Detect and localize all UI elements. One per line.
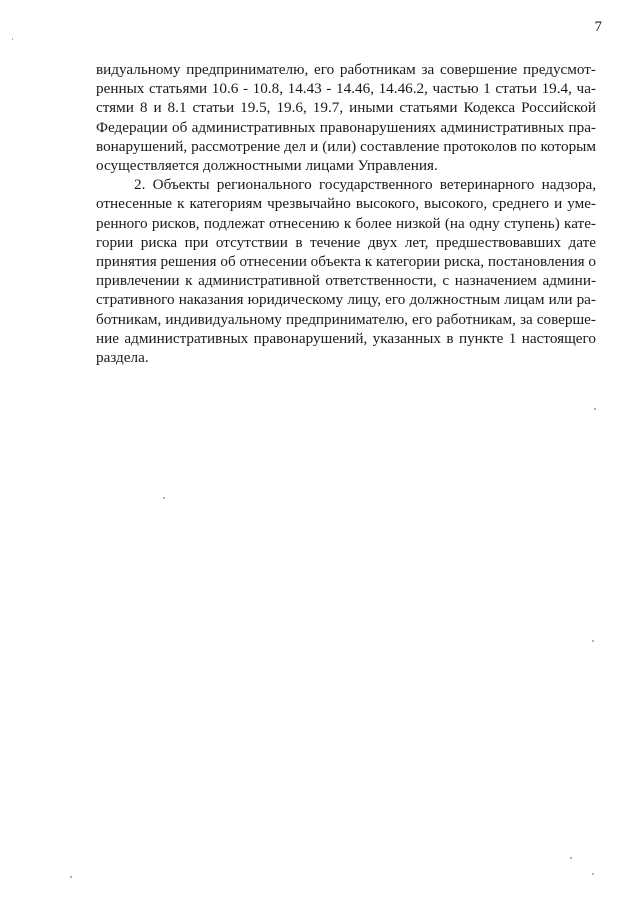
body-text (96, 60, 596, 367)
paragraph-item-2 (96, 175, 596, 367)
text-line: ренных статьями 10.6 - 10.8, 14.43 - 14.46, 14.46.2, частью 1 статьи 19.4, ча- (96, 80, 596, 98)
scan-speck (594, 408, 596, 410)
scan-speck (70, 876, 72, 878)
text-line: 2. Объекты регионального государственного ветеринарного надзора, (134, 176, 596, 194)
scan-speck (570, 857, 572, 859)
scan-speck (592, 873, 594, 875)
text-line: гории риска при отсутствии в течение двух лет, предшествовавших дате (96, 233, 596, 251)
text-line: раздела. (96, 349, 149, 367)
text-line: ботникам, индивидуальному предпринимателю, его работникам, за соверше- (96, 310, 596, 328)
page-number: 7 (594, 19, 602, 35)
scan-speck (592, 640, 594, 642)
text-line: вонарушений, рассмотрение дел и (или) составление протоколов по которым (96, 137, 596, 155)
text-line: ренного рисков, подлежат отнесению к более низкой (на одну ступень) кате- (96, 214, 596, 232)
scan-speck (163, 497, 165, 499)
paragraph-continuation (96, 60, 596, 175)
text-line: стративного наказания юридическому лицу, его должностным лицам или ра- (96, 291, 596, 309)
text-line: видуальному предпринимателю, его работникам за совершение предусмот- (96, 61, 596, 78)
text-line: отнесенные к категориям чрезвычайно высокого, высокого, среднего и уме- (96, 195, 596, 213)
text-line: ние административных правонарушений, указанных в пункте 1 настоящего (96, 329, 596, 347)
text-line: Федерации об административных правонарушениях административных пра- (96, 118, 596, 136)
text-line: осуществляется должностными лицами Управления. (96, 157, 438, 175)
text-line: привлечении к административной ответственности, с назначением админи- (96, 272, 596, 290)
text-line: стями 8 и 8.1 статьи 19.5, 19.6, 19.7, иными статьями Кодекса Российской (96, 99, 596, 117)
text-line: принятия решения об отнесении объекта к категории риска, постановления о (96, 253, 596, 271)
scan-speck (12, 38, 13, 40)
